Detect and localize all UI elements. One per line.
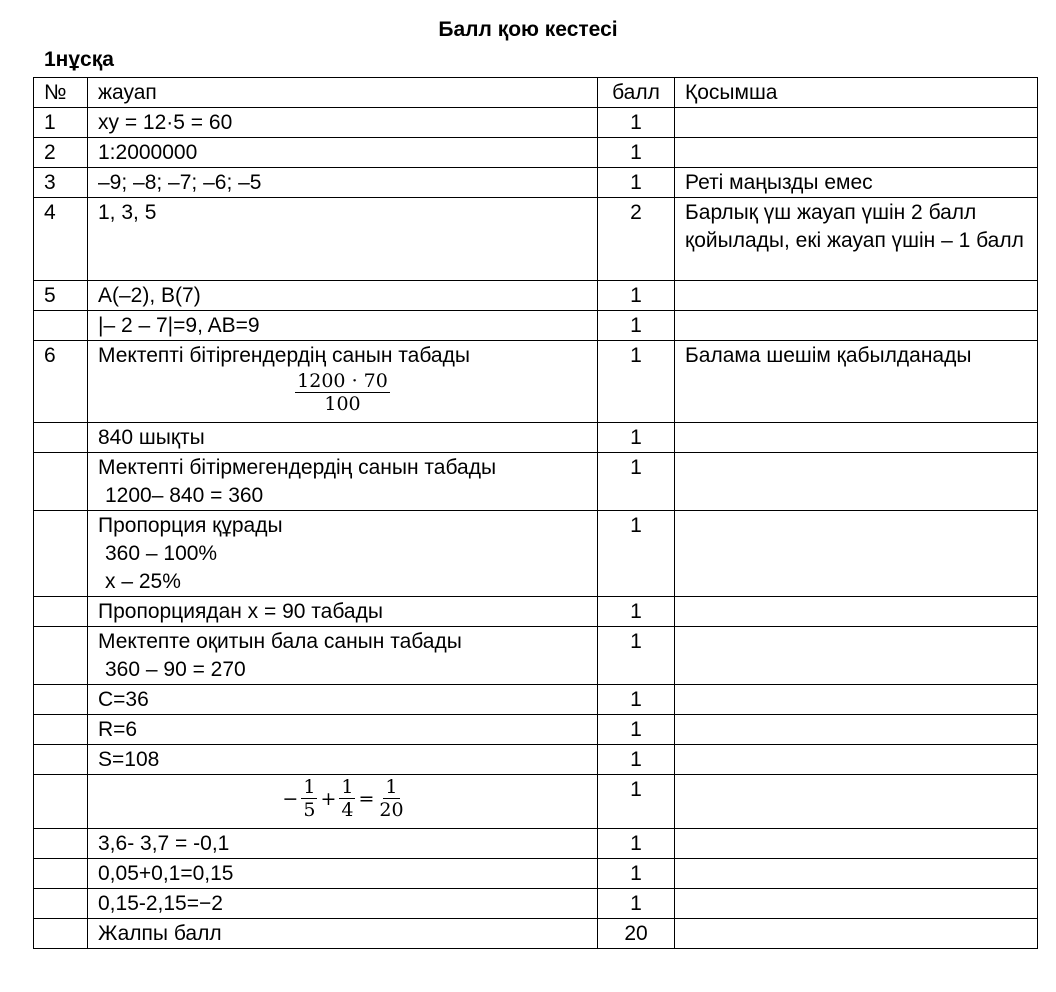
row-note <box>675 715 1038 745</box>
header-answer: жауап <box>88 78 598 108</box>
equals-sign: = <box>358 787 375 810</box>
row-num <box>34 889 88 919</box>
total-row <box>34 919 1038 949</box>
table-row <box>34 453 1038 511</box>
row-answer: 840 шықты <box>88 423 598 453</box>
row-num <box>34 311 88 341</box>
row-note <box>675 627 1038 685</box>
table-row <box>34 198 1038 281</box>
row-score: 1 <box>598 138 675 168</box>
row-num: 5 <box>34 281 88 311</box>
row-note <box>675 511 1038 597</box>
header-score: балл <box>598 78 675 108</box>
row-score: 1 <box>598 453 675 511</box>
row-score: 1 <box>598 859 675 889</box>
page-title: Балл қою кестесі <box>438 18 618 41</box>
row-note: Реті маңызды емес <box>675 168 1038 198</box>
fraction <box>301 776 317 821</box>
row-answer-line: 360 – 100% <box>105 542 218 565</box>
row-num <box>34 627 88 685</box>
row-answer-line: 360 – 90 = 270 <box>105 658 246 681</box>
row-score: 1 <box>598 829 675 859</box>
row-note <box>675 919 1038 949</box>
fraction <box>295 370 390 415</box>
row-num <box>34 685 88 715</box>
table-header-row <box>34 78 1038 108</box>
row-answer-cell <box>88 627 598 685</box>
fraction <box>339 776 355 821</box>
row-score: 1 <box>598 685 675 715</box>
total-label: Жалпы балл <box>88 919 598 949</box>
row-answer: Пропорция құрады <box>98 514 283 537</box>
row-score: 1 <box>598 168 675 198</box>
fraction-denominator: 100 <box>324 393 361 415</box>
row-note <box>675 423 1038 453</box>
row-num <box>34 511 88 597</box>
row-score: 1 <box>598 715 675 745</box>
row-num: 1 <box>34 108 88 138</box>
row-note <box>675 138 1038 168</box>
table-row <box>34 511 1038 597</box>
table-row <box>34 889 1038 919</box>
row-note <box>675 859 1038 889</box>
table-row <box>34 341 1038 423</box>
table-row <box>34 715 1038 745</box>
minus-sign: − <box>282 787 299 810</box>
row-answer: Пропорциядан x = 90 табады <box>88 597 598 627</box>
row-score: 1 <box>598 889 675 919</box>
row-score: 1 <box>598 341 675 423</box>
row-score: 1 <box>598 423 675 453</box>
table-row <box>34 685 1038 715</box>
fraction-denominator: 20 <box>379 799 404 821</box>
fraction-denominator: 4 <box>341 799 354 821</box>
row-num <box>34 775 88 829</box>
table-row <box>34 627 1038 685</box>
fraction <box>377 776 405 821</box>
row-num <box>34 423 88 453</box>
row-answer: xy = 12·5 = 60 <box>88 108 598 138</box>
row-answer-cell <box>88 775 598 829</box>
fraction-expression <box>98 370 587 415</box>
fraction-numerator: 1 <box>341 776 354 798</box>
row-num <box>34 745 88 775</box>
row-num <box>34 859 88 889</box>
fraction-numerator: 1200 · 70 <box>297 370 388 392</box>
row-answer: |– 2 – 7|=9, AB=9 <box>88 311 598 341</box>
row-answer-line: x – 25% <box>105 570 181 593</box>
row-answer: 0,15-2,15=−2 <box>88 889 598 919</box>
row-answer: R=6 <box>88 715 598 745</box>
plus-sign: + <box>320 787 337 810</box>
table-row <box>34 423 1038 453</box>
row-answer-cell <box>88 511 598 597</box>
fraction-numerator: 1 <box>303 776 316 798</box>
row-num <box>34 715 88 745</box>
row-score: 1 <box>598 627 675 685</box>
row-score: 1 <box>598 311 675 341</box>
row-answer: A(–2), B(7) <box>88 281 598 311</box>
row-num: 4 <box>34 198 88 281</box>
row-note <box>675 597 1038 627</box>
row-num <box>34 919 88 949</box>
table-row <box>34 311 1038 341</box>
row-score: 1 <box>598 108 675 138</box>
row-answer: 1, 3, 5 <box>88 198 598 281</box>
row-answer: Мектепте оқитын бала санын табады <box>98 630 462 653</box>
total-score: 20 <box>598 919 675 949</box>
table-row <box>34 138 1038 168</box>
row-answer: 0,05+0,1=0,15 <box>88 859 598 889</box>
row-note <box>675 745 1038 775</box>
row-answer: –9; –8; –7; –6; –5 <box>88 168 598 198</box>
row-answer: C=36 <box>88 685 598 715</box>
row-answer: 1:2000000 <box>88 138 598 168</box>
row-answer: Мектепті бітіргендердің санын табады <box>98 344 470 367</box>
table-row <box>34 108 1038 138</box>
row-num: 2 <box>34 138 88 168</box>
table-row <box>34 168 1038 198</box>
variant-label: 1нұсқа <box>44 48 114 71</box>
row-answer: S=108 <box>88 745 598 775</box>
row-answer: 3,6- 3,7 = -0,1 <box>88 829 598 859</box>
table-row <box>34 859 1038 889</box>
row-note: Барлық үш жауап үшін 2 балл қойылады, екі жауап үшін – 1 балл <box>675 198 1038 281</box>
row-score: 1 <box>598 281 675 311</box>
header-num: № <box>34 78 88 108</box>
row-note <box>675 685 1038 715</box>
row-score: 2 <box>598 198 675 281</box>
row-score: 1 <box>598 745 675 775</box>
row-note <box>675 829 1038 859</box>
row-num: 6 <box>34 341 88 423</box>
header-note: Қосымша <box>675 78 1038 108</box>
row-note <box>675 108 1038 138</box>
row-answer-cell <box>88 453 598 511</box>
row-num <box>34 453 88 511</box>
row-note <box>675 453 1038 511</box>
scoring-table <box>33 77 1038 949</box>
row-note <box>675 311 1038 341</box>
row-score: 1 <box>598 511 675 597</box>
fraction-numerator: 1 <box>385 776 398 798</box>
row-note <box>675 775 1038 829</box>
table-row <box>34 829 1038 859</box>
table-row <box>34 281 1038 311</box>
row-note <box>675 281 1038 311</box>
row-answer: Мектепті бітірмегендердің санын табады <box>98 456 497 479</box>
row-note <box>675 889 1038 919</box>
table-row <box>34 775 1038 829</box>
table-row <box>34 597 1038 627</box>
row-score: 1 <box>598 597 675 627</box>
table-row <box>34 745 1038 775</box>
row-note: Балама шешім қабылданады <box>675 341 1038 423</box>
row-answer-cell <box>88 341 598 423</box>
row-num: 3 <box>34 168 88 198</box>
row-score: 1 <box>598 775 675 829</box>
row-answer-line: 1200– 840 = 360 <box>105 484 264 507</box>
row-num <box>34 597 88 627</box>
row-num <box>34 829 88 859</box>
fraction-denominator: 5 <box>303 799 316 821</box>
